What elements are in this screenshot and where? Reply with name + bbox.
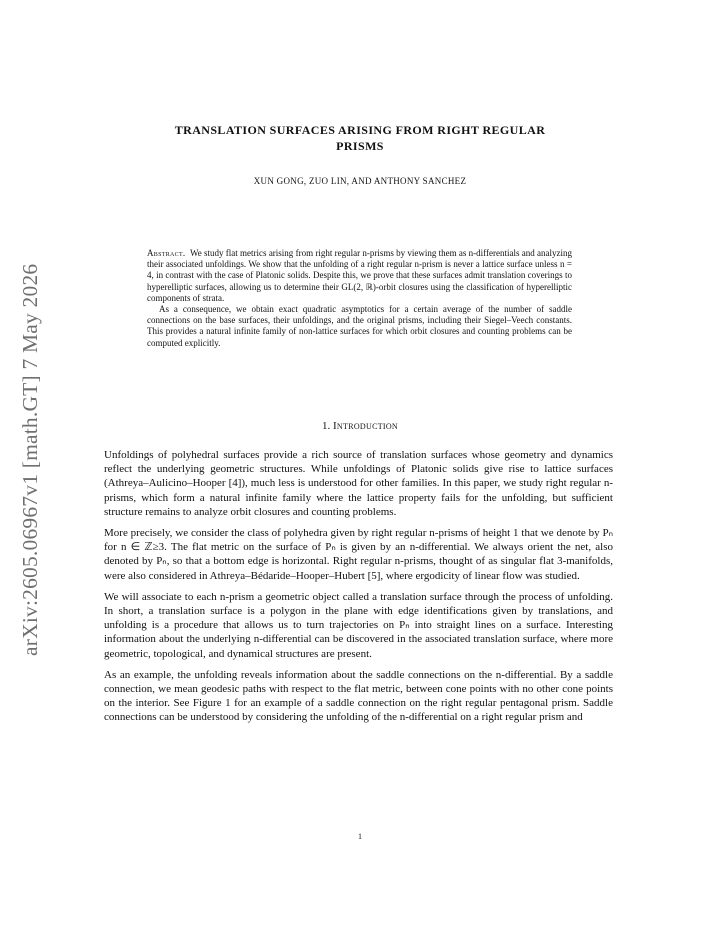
section-heading-introduction [100, 420, 620, 432]
title-line-2: PRISMS [336, 139, 384, 153]
abstract-paragraph-1 [147, 248, 572, 304]
body-paragraph-2: More precisely, we consider the class of polyhedra given by right regular n-prisms of height 1 that we denote by Pₙ for n ∈ ℤ≥3. The flat metric on the surface of Pₙ is given by an n-differential. We always orient the net, also denoted by Pₙ, so that a bottom edge is horizontal. Right regular n-prisms, thought of as singular flat 3-manifolds, were also considered in Athreya–Bédaride–Hooper–Hubert [5], where ergodicity of linear flow was studied. [104, 527, 613, 582]
arxiv-identifier-stamp: arXiv:2605.06967v1 [math.GT] 7 May 2026 [18, 263, 42, 656]
paper-title [100, 122, 620, 154]
abstract-label: Abstract. [147, 248, 186, 258]
abstract-text-1: We study flat metrics arising from right regular n-prisms by viewing them as n-differentials and analyzing their associated unfoldings. We show that the unfolding of a right regular n-prism is never a lattice surface unless n = 4, in contrast with the case of Platonic solids. Despite this, we prove that these surfaces admit translation coverings to hyperelliptic surfaces, allowing us to determine their GL(2, ℝ)-orbit closures using the classification of hyperelliptic components of strata. [147, 248, 572, 303]
title-line-1: TRANSLATION SURFACES ARISING FROM RIGHT REGULAR [174, 123, 546, 137]
page-number: 1 [358, 832, 362, 841]
body-paragraph-1: Unfoldings of polyhedral surfaces provide a rich source of translation surfaces whose geometry and dynamics reflect the underlying geometric structures. While unfoldings of Platonic solids give rise to lattice surfaces (Athreya–Aulicino–Hooper [4]), much less is understood for other families. In this paper, we study right regular n-prisms, which form a natural infinite family where the lattice property fails for the unfolding, but sufficient structure remains to analyze orbit closures and counting problems. [104, 449, 613, 518]
body-paragraph-4: As an example, the unfolding reveals information about the saddle connections on the n-differential. By a saddle connection, we mean geodesic paths with respect to the flat metric, between cone points with no other cone points on the interior. See Figure 1 for an example of a saddle connection on the right regular pentagonal prism. Saddle connections can be understood by considering the unfolding of the n-differential on a right regular prism and [104, 668, 613, 724]
section-title: Introduction [332, 420, 399, 432]
abstract [147, 248, 572, 349]
introduction-body [104, 448, 613, 732]
author-list: XUN GONG, ZUO LIN, AND ANTHONY SANCHEZ [253, 176, 467, 186]
abstract-paragraph-2: As a consequence, we obtain exact quadratic asymptotics for a certain average of the number of saddle connections on the base surfaces, their unfoldings, and the original prisms, including their Siegel–Veech constants. This provides a natural infinite family of non-lattice surfaces for which orbit closures and counting problems can be computed explicitly. [147, 304, 572, 348]
body-paragraph-3: We will associate to each n-prism a geometric object called a translation surface through the process of unfolding. In short, a translation surface is a polygon in the plane with edge identifications given by translations, and unfolding is a procedure that allows us to turn trajectories on Pₙ into straight lines on a surface. Interesting information about the underlying n-differential can be discovered in the associated translation surface, where more geometric, topological, and dynamical structures are present. [104, 590, 613, 660]
section-number: 1. [321, 420, 331, 432]
